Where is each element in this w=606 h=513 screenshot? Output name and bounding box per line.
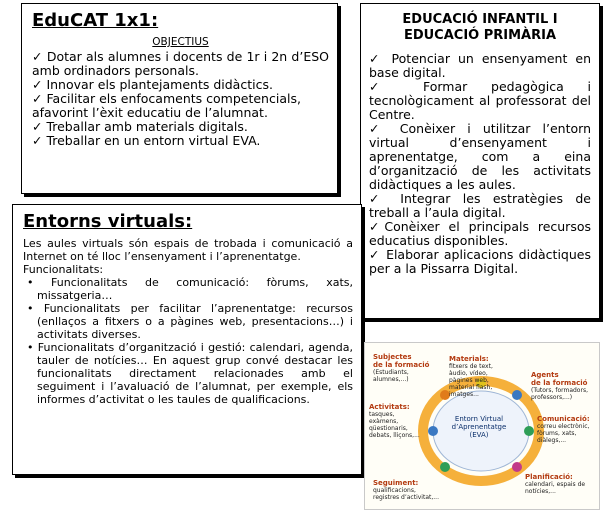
list-item: ✓ Formar pedagògica i tecnològicament al professorat del Centre.: [369, 79, 591, 122]
list-item: • Funcionalitats per facilitar l’aprenentatge: recursos (enllaços a fitxers o a pàgines web, presentacions…) i activitats diverses.: [27, 302, 353, 341]
entorns-body: [23, 237, 353, 406]
infantil-primaria-title: [369, 12, 591, 44]
eva-diagram: [364, 342, 600, 510]
list-item: ✓ Elaborar aplicacions didàctiques per a la Pissarra Digital.: [369, 247, 591, 276]
comunicacio-label: Comunicació: correu electrònic, fòrums, xats, diàlegs,...: [537, 415, 590, 444]
list-item: ✓Conèixer el principals recursos educatius disponibles.: [369, 219, 591, 248]
list-item: ✓ Facilitar els enfocaments competencials, afavorint l’èxit educatiu de l’alumnat.: [32, 91, 301, 120]
title-line: EDUCACIÓ INFANTIL I: [402, 12, 558, 27]
entorns-intro: Les aules virtuals són espais de trobada i comunicació a Internet on té lloc l’ensenyament i l’aprenentatge.: [23, 237, 353, 263]
functionalities-label: Funcionalitats:: [23, 263, 104, 276]
materials-label: Materials: fitxers de text, àudio, vídeo, pàgines web, material flash, imatges...: [449, 355, 493, 398]
list-item: ✓ Dotar als alumnes i docents de 1r i 2n d’ESO amb ordinadors personals.: [32, 49, 329, 78]
list-item: ✓ Potenciar un ensenyament en base digital.: [369, 51, 591, 80]
list-item: ✓ Treballar en un entorn virtual EVA.: [32, 133, 261, 148]
entorns-virtuals-box: [12, 204, 362, 475]
list-item: ✓ Treballar amb materials digitals.: [32, 119, 248, 134]
activitats-label: Activitats: tasques, exàmens, qüestionaris, debats, lliçons,...: [369, 403, 420, 439]
objectives-heading: OBJECTIUS: [152, 36, 209, 48]
agents-label: Agents de la formació (Tutors, formadors, professors,...): [531, 371, 588, 401]
list-item: • Funcionalitats d’organització i gestió: calendari, agenda, tauler de notícies… En aquest grup convé destacar les funcionalitats directament relacionades amb el seguiment i l’avaluació de l’alumnat, per exemple, els informes d’activitat o les taules de qualificacions.: [27, 341, 353, 406]
educat-objectives-list: [32, 50, 329, 148]
title-line: EDUCACIÓ PRIMÀRIA: [403, 28, 557, 43]
educat-objectives-box: [21, 3, 338, 194]
infantil-objectives-list: [369, 52, 591, 276]
seguiment-label: Seguiment: qualificacions, registres d’activitat,...: [373, 479, 439, 501]
subjectes-label: Subjectes de la formació (Estudiants, alumnes,...): [373, 353, 430, 383]
eva-center-label: Entorn Virtual d’Aprenentatge (EVA): [451, 415, 507, 439]
infantil-primaria-box: [360, 3, 600, 319]
entorns-title: Entorns virtuals:: [23, 211, 193, 232]
list-item: ✓ Innovar els plantejaments didàctics.: [32, 77, 273, 92]
list-item: ✓ Integrar les estratègies de treball a l’aula digital.: [369, 191, 591, 220]
list-item: • Funcionalitats de comunicació: fòrums, xats, missatgeria…: [27, 276, 353, 302]
list-item: ✓ Conèixer i utilitzar l’entorn virtual d’ensenyament i aprenentatge, com a eina d’organització de les activitats didàctiques a les aules.: [369, 121, 591, 192]
educat-title: EduCAT 1x1:: [32, 10, 159, 31]
planificacio-label: Planificació: calendari, espais de notícies,...: [525, 473, 586, 495]
